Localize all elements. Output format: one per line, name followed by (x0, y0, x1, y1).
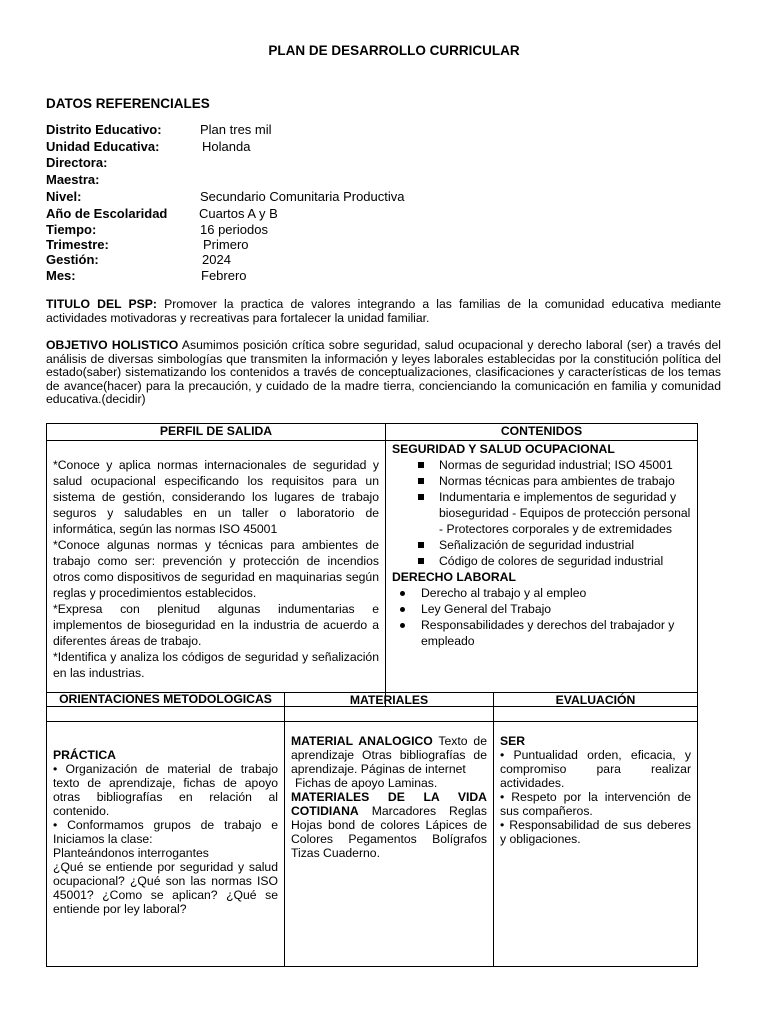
list-item: Normas técnicas para ambientes de trabajo (392, 473, 691, 489)
titulo-psp-label: TITULO DEL PSP: (46, 297, 157, 311)
orientaciones-cell (47, 722, 285, 967)
perfil-item: *Identifica y analiza los códigos de seguridad y señalización en las industrias. (53, 650, 379, 680)
field-label: Trimestre: (46, 237, 109, 252)
materiales-cotidiana-label: MATERIALES DE LA VIDA COTIDIANA (291, 790, 487, 818)
perfil-contenidos-table (46, 423, 698, 707)
field-label: Distrito Educativo: (46, 122, 162, 137)
list-item: Ley General del Trabajo (392, 601, 691, 617)
contenidos-heading: SEGURIDAD Y SALUD OCUPACIONAL (392, 442, 615, 456)
field-label: Unidad Educativa: (46, 139, 160, 154)
header-materiales: MATERIALES (285, 693, 494, 722)
perfil-item: *Expresa con plenitud algunas indumentarias e implementos de bioseguridad en la industria de acuerdo a diferentes áreas de trabajo. (53, 602, 379, 648)
ser-heading: SER (500, 734, 526, 748)
seguridad-list (392, 457, 691, 569)
objetivo-label: OBJETIVO HOLISTICO (46, 338, 179, 352)
perfil-item: *Conoce y aplica normas internacionales de seguridad y salud ocupacional especificando los requisitos para un sistema de gestión, considerando los lugares de trabajo seguros y saludables en un taller o laboratorio de informática, según las normas ISO 45001 (53, 458, 379, 536)
field-label: Año de Escolaridad (46, 206, 168, 221)
field-value: Cuartos A y B (199, 206, 278, 221)
derecho-list (392, 585, 691, 649)
perfil-item: *Conoce algunas normas y técnicas para ambientes de trabajo como ser: prevención y protección de incendios otros como dispositivos de seguridad en maquinarias según reglas y procedimientos establecidos. (53, 538, 379, 600)
contenidos-heading: DERECHO LABORAL (392, 570, 516, 584)
evaluacion-item: • Puntualidad orden, eficacia, y compromiso para realizar actividades. (500, 748, 691, 790)
header-contenidos: CONTENIDOS (386, 424, 698, 441)
field-label: Nivel: (46, 189, 82, 204)
orientacion-item: • Conformamos grupos de trabajo e Iniciamos la clase: (53, 818, 278, 846)
list-item: Derecho al trabajo y al empleo (392, 585, 691, 601)
orientacion-item: ¿Qué se entiende por seguridad y salud ocupacional? ¿Qué son las normas ISO 45001? ¿Como se aplican? ¿Qué se entiende por ley laboral? (53, 860, 278, 916)
field-value: Holanda (202, 139, 251, 154)
field-value: Febrero (201, 268, 247, 283)
material-analogico-label: MATERIAL ANALOGICO (291, 734, 433, 748)
field-label: Mes: (46, 268, 76, 283)
list-item: Normas de seguridad industrial; ISO 45001 (392, 457, 691, 473)
list-item: Responsabilidades y derechos del trabajador y empleado (392, 617, 691, 649)
materiales-cotidiana-text: Marcadores Reglas Hojas bond de colores Lápices de Colores Pegamentos Bolígrafos Tizas Cuaderno. (291, 804, 487, 860)
list-item: Señalización de seguridad industrial (392, 537, 691, 553)
field-label: Gestión: (46, 252, 99, 267)
field-value: Secundario Comunitaria Productiva (200, 189, 405, 204)
page-title: PLAN DE DESARROLLO CURRICULAR (268, 43, 520, 58)
material-analogico-extra: Fichas de apoyo Laminas. (295, 776, 438, 790)
practica-heading: PRÁCTICA (53, 748, 116, 762)
field-label: Directora: (46, 155, 108, 170)
field-label: Maestra: (46, 172, 100, 187)
materiales-cell (285, 722, 494, 967)
list-item: Indumentaria e implementos de seguridad y bioseguridad - Equipos de protección personal - Protectores corporales y de extremidades (392, 489, 691, 537)
evaluacion-item: • Responsabilidad de sus deberes y obligaciones. (500, 818, 691, 846)
evaluacion-cell (494, 722, 698, 967)
field-value: 2024 (202, 252, 231, 267)
section-heading: DATOS REFERENCIALES (46, 96, 210, 111)
perfil-cell (47, 441, 386, 707)
evaluacion-item: • Respeto por la intervención de sus compañeros. (500, 790, 691, 818)
titulo-psp (46, 298, 721, 325)
field-value: 16 periodos (200, 222, 268, 237)
orientacion-item: • Organización de material de trabajo texto de aprendizaje, fichas de apoyo otras bibliografías en relación al contenido. (53, 762, 278, 818)
field-value: Plan tres mil (200, 122, 272, 137)
contenidos-cell (386, 441, 698, 707)
titulo-psp-text: Promover la practica de valores integrando a las familias de la comunidad educativa mediante actividades motivadoras y recreativas para fortalecer la unidad familiar. (46, 297, 722, 325)
header-orientaciones: ORIENTACIONES METODOLOGICAS (47, 693, 285, 722)
header-perfil: PERFIL DE SALIDA (47, 424, 386, 441)
field-value: Primero (203, 237, 249, 252)
objetivo-text: Asumimos posición crítica sobre seguridad, salud ocupacional y derecho laboral (ser) a través del análisis de diversas simbologías que transmiten la información y leyes laborales establecidas por la constitución política del estado(saber) sistematizando los contenidos a través de conceptualizaciones, clasificaciones y características de los temas de avance(hacer) para la precaución, y cuidado de la madre tierra, concienciando la comunicación en familia y comunidad educativa.(decidir) (46, 338, 721, 407)
material-analogico-text: Texto de aprendizaje Otras bibliografías de aprendizaje. Páginas de internet (291, 734, 487, 776)
orientaciones-table (46, 692, 698, 967)
field-label: Tiempo: (46, 222, 97, 237)
header-evaluacion: EVALUACIÓN (494, 693, 698, 722)
orientacion-item: Planteándonos interrogantes (53, 846, 209, 860)
objetivo-holistico (46, 339, 721, 407)
list-item: Código de colores de seguridad industrial (392, 553, 691, 569)
